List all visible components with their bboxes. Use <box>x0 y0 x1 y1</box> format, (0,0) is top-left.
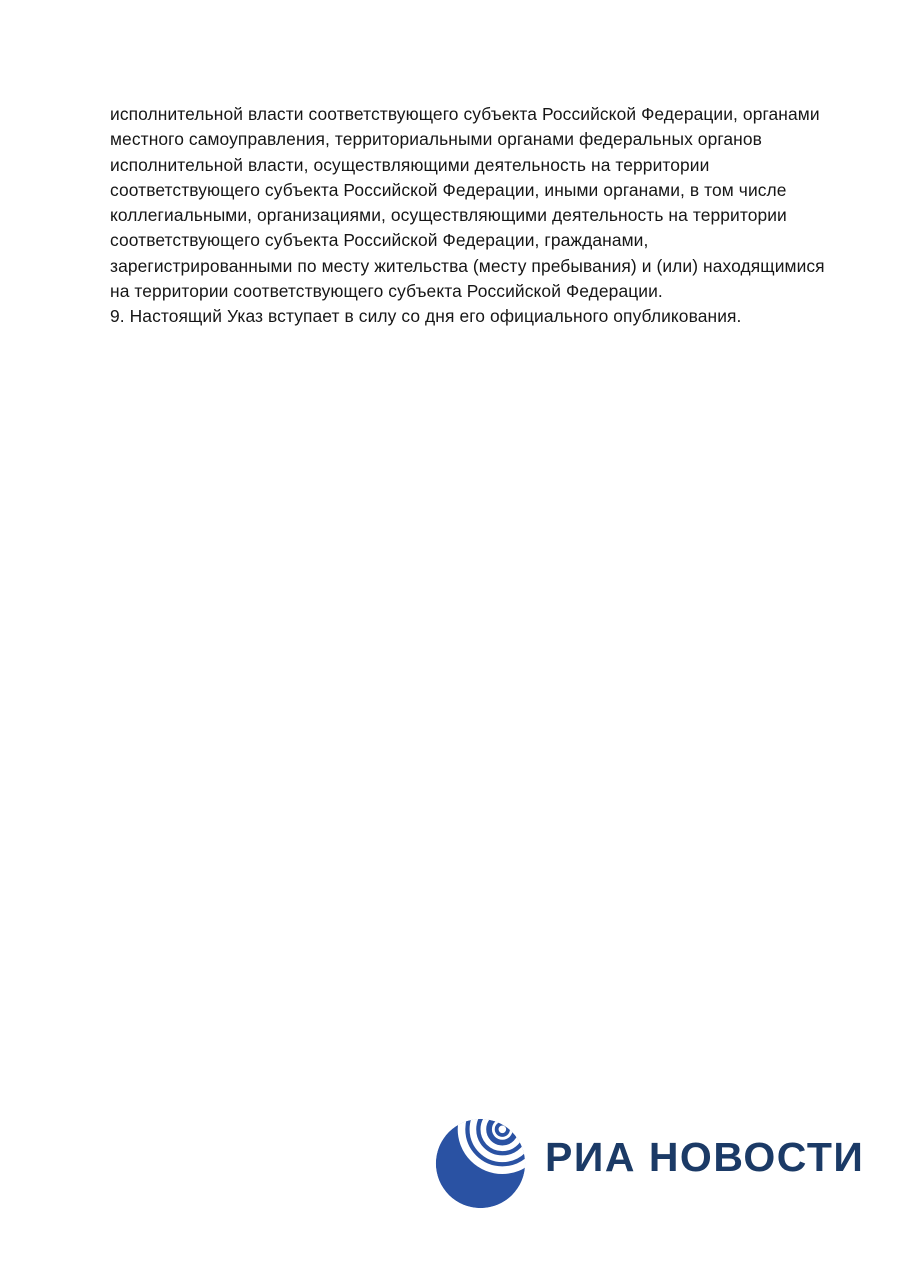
document-line: на территории соответствующего субъекта Российской Федерации. <box>110 281 663 302</box>
ria-novosti-wordmark: РИА НОВОСТИ <box>545 1134 865 1180</box>
document-line: исполнительной власти соответствующего субъекта Российской Федерации, органами <box>110 104 820 124</box>
document-body <box>110 102 825 330</box>
document-line: соответствующего субъекта Российской Федерации, гражданами, <box>110 230 649 251</box>
document-line: зарегистрированными по месту жительства (месту пребывания) и (или) находящимися <box>110 255 825 276</box>
document-line: коллегиальными, организациями, осуществляющими деятельность на территории <box>110 205 787 226</box>
document-line: 9. Настоящий Указ вступает в силу со дня его официального опубликования. <box>110 306 742 327</box>
document-line: соответствующего субъекта Российской Федерации, иными органами, в том числе <box>110 179 787 200</box>
document-line: местного самоуправления, территориальными органами федеральных органов <box>110 129 762 150</box>
ria-novosti-globe-icon <box>433 1116 528 1211</box>
ria-novosti-logo <box>433 1116 864 1211</box>
document-line: исполнительной власти, осуществляющими деятельность на территории <box>110 154 710 175</box>
